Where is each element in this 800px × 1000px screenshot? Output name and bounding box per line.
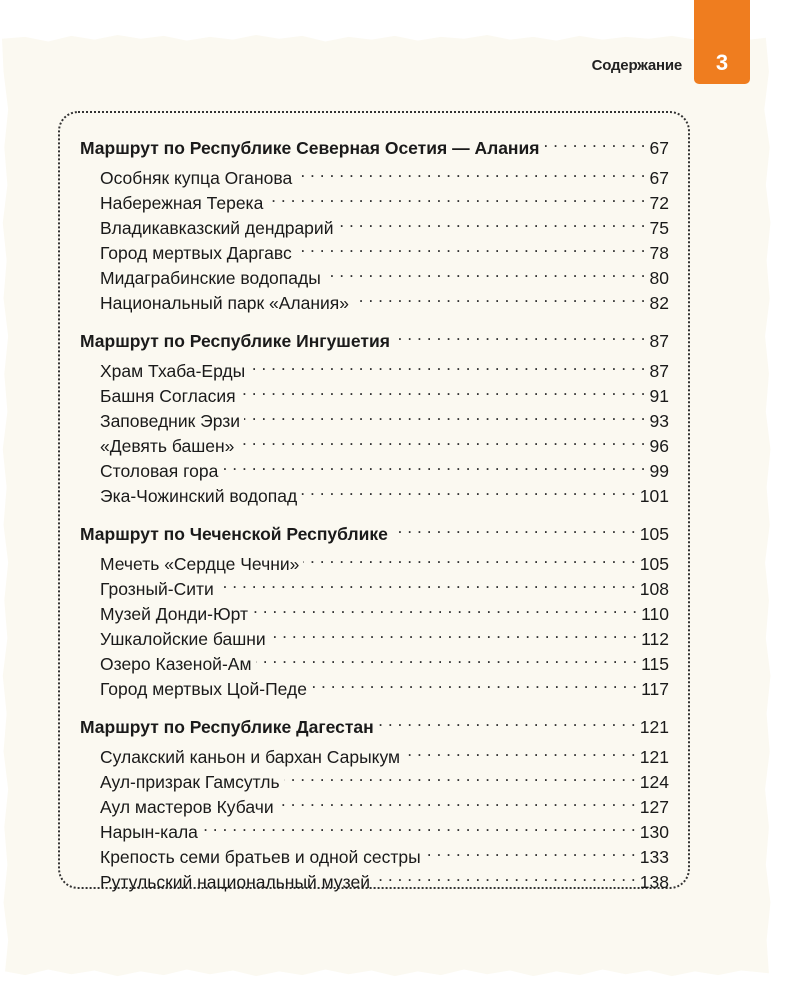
toc-section-heading[interactable] bbox=[80, 515, 669, 544]
toc-entry[interactable] bbox=[80, 184, 669, 213]
page-number: 3 bbox=[715, 50, 729, 75]
toc-entry-page: 82 bbox=[649, 293, 669, 313]
toc-entry[interactable] bbox=[80, 545, 669, 574]
toc-section-items bbox=[80, 159, 669, 313]
toc-entry[interactable] bbox=[80, 620, 669, 649]
toc-entry-page: 117 bbox=[641, 679, 669, 699]
toc-section-items bbox=[80, 545, 669, 699]
toc-entry-title: Город мертвых Цой-Педе bbox=[100, 679, 307, 699]
dot-leader bbox=[374, 863, 636, 888]
toc-entry-page: 121 bbox=[639, 747, 669, 767]
toc-entry-title: Ушкалойские башни bbox=[100, 629, 266, 649]
toc-entry-title: Рутульский национальный музей bbox=[100, 872, 370, 892]
toc-entry-page: 93 bbox=[649, 411, 669, 431]
toc-entry[interactable] bbox=[80, 452, 669, 481]
toc-entry[interactable] bbox=[80, 259, 669, 288]
toc-section bbox=[80, 129, 669, 313]
toc-entry-page: 72 bbox=[649, 193, 669, 213]
dot-leader bbox=[404, 738, 636, 763]
toc-entry[interactable] bbox=[80, 234, 669, 263]
toc-entry-page: 80 bbox=[649, 268, 669, 288]
toc-entry-title: Эка-Чожинский водопад bbox=[100, 486, 298, 506]
toc-entry[interactable] bbox=[80, 209, 669, 238]
toc-section-title: Маршрут по Чеченской Республике bbox=[80, 524, 388, 544]
toc-entry[interactable] bbox=[80, 477, 669, 506]
dot-leader bbox=[296, 234, 646, 259]
toc-entry-title: Столовая гора bbox=[100, 461, 219, 481]
toc-entry[interactable] bbox=[80, 284, 669, 313]
dot-leader bbox=[238, 427, 645, 452]
toc-entry-title: Мидаграбинские водопады bbox=[100, 268, 321, 288]
toc-entry-page: 101 bbox=[639, 486, 669, 506]
toc-entry[interactable] bbox=[80, 352, 669, 381]
table-of-contents bbox=[80, 129, 669, 901]
toc-entry-page: 127 bbox=[639, 797, 669, 817]
toc-entry[interactable] bbox=[80, 863, 669, 892]
toc-entry-title: Аул мастеров Кубачи bbox=[100, 797, 274, 817]
dot-leader bbox=[296, 159, 645, 184]
toc-entry-page: 124 bbox=[639, 772, 669, 792]
running-header-title: Содержание bbox=[591, 57, 682, 74]
toc-entry[interactable] bbox=[80, 570, 669, 599]
toc-entry-page: 105 bbox=[639, 554, 669, 574]
dot-leader bbox=[249, 352, 645, 377]
toc-entry-page: 108 bbox=[639, 579, 669, 599]
dot-leader bbox=[392, 515, 636, 540]
toc-entry[interactable] bbox=[80, 402, 669, 431]
toc-entry[interactable] bbox=[80, 838, 669, 867]
toc-entry-title: Сулакский каньон и бархан Сарыкум bbox=[100, 747, 401, 767]
toc-entry[interactable] bbox=[80, 595, 669, 624]
dot-leader bbox=[325, 259, 646, 284]
dot-leader bbox=[244, 402, 645, 427]
toc-entry-page: 112 bbox=[641, 629, 669, 649]
toc-entry-page: 75 bbox=[649, 218, 669, 238]
dot-leader bbox=[394, 322, 646, 347]
dot-leader bbox=[267, 184, 645, 209]
toc-section bbox=[80, 708, 669, 892]
toc-entry-title: Храм Тхаба-Ерды bbox=[100, 361, 246, 381]
toc-section bbox=[80, 322, 669, 506]
toc-entry-title: Крепость семи братьев и одной сестры bbox=[100, 847, 421, 867]
toc-entry[interactable] bbox=[80, 763, 669, 792]
toc-entry-page: 67 bbox=[649, 168, 669, 188]
toc-entry-title: Грозный-Сити bbox=[100, 579, 214, 599]
toc-section-page: 105 bbox=[639, 524, 669, 544]
toc-entry-page: 115 bbox=[641, 654, 669, 674]
dot-leader bbox=[218, 570, 636, 595]
toc-section-heading[interactable] bbox=[80, 129, 669, 158]
toc-entry-title: «Девять башен» bbox=[100, 436, 235, 456]
dot-leader bbox=[256, 645, 638, 670]
toc-entry[interactable] bbox=[80, 159, 669, 188]
toc-entry-page: 87 bbox=[649, 361, 669, 381]
dot-leader bbox=[284, 763, 636, 788]
toc-entry[interactable] bbox=[80, 427, 669, 456]
toc-section-page: 121 bbox=[639, 717, 669, 737]
toc-entry-title: Город мертвых Даргавс bbox=[100, 243, 292, 263]
toc-entry-title: Набережная Терека bbox=[100, 193, 264, 213]
toc-section-page: 67 bbox=[649, 138, 669, 158]
toc-entry-page: 110 bbox=[641, 604, 669, 624]
toc-section-title: Маршрут по Республике Северная Осетия — Алания bbox=[80, 138, 540, 158]
dot-leader bbox=[301, 477, 636, 502]
toc-section-title: Маршрут по Республике Ингушетия bbox=[80, 331, 390, 351]
toc-entry-title: Музей Донди-Юрт bbox=[100, 604, 249, 624]
dot-leader bbox=[543, 129, 645, 154]
toc-entry[interactable] bbox=[80, 788, 669, 817]
toc-entry-page: 96 bbox=[649, 436, 669, 456]
dot-leader bbox=[311, 670, 637, 695]
toc-entry-page: 138 bbox=[639, 872, 669, 892]
page-number-tab bbox=[694, 0, 750, 84]
toc-entry-title: Аул-призрак Гамсутль bbox=[100, 772, 280, 792]
dot-leader bbox=[270, 620, 637, 645]
toc-entry-page: 78 bbox=[649, 243, 669, 263]
toc-entry-page: 133 bbox=[639, 847, 669, 867]
dot-leader bbox=[202, 813, 636, 838]
dot-leader bbox=[222, 452, 645, 477]
toc-entry-title: Башня Согласия bbox=[100, 386, 236, 406]
dot-leader bbox=[378, 708, 636, 733]
toc-entry-page: 130 bbox=[639, 822, 669, 842]
toc-entry-title: Владикавказский дендрарий bbox=[100, 218, 334, 238]
toc-entry-title: Особняк купца Оганова bbox=[100, 168, 293, 188]
toc-section-page: 87 bbox=[649, 331, 669, 351]
toc-entry-title: Мечеть «Сердце Чечни» bbox=[100, 554, 300, 574]
dot-leader bbox=[240, 377, 646, 402]
dot-leader bbox=[425, 838, 636, 863]
toc-entry[interactable] bbox=[80, 645, 669, 674]
toc-entry-title: Озеро Казеной-Ам bbox=[100, 654, 252, 674]
toc-entry-title: Заповедник Эрзи bbox=[100, 411, 241, 431]
toc-entry[interactable] bbox=[80, 377, 669, 406]
toc-section-items bbox=[80, 352, 669, 506]
dot-leader bbox=[353, 284, 646, 309]
toc-section-items bbox=[80, 738, 669, 892]
toc-entry[interactable] bbox=[80, 738, 669, 767]
toc-section-title: Маршрут по Республике Дагестан bbox=[80, 717, 374, 737]
toc-section-heading[interactable] bbox=[80, 322, 669, 351]
dot-leader bbox=[252, 595, 637, 620]
dot-leader bbox=[337, 209, 645, 234]
toc-entry-title: Национальный парк «Алания» bbox=[100, 293, 349, 313]
dot-leader bbox=[303, 545, 635, 570]
toc-entry[interactable] bbox=[80, 813, 669, 842]
toc-entry-title: Нарын-кала bbox=[100, 822, 198, 842]
dot-leader bbox=[278, 788, 636, 813]
toc-entry[interactable] bbox=[80, 670, 669, 699]
toc-section bbox=[80, 515, 669, 699]
toc-section-heading[interactable] bbox=[80, 708, 669, 737]
toc-entry-page: 99 bbox=[649, 461, 669, 481]
toc-entry-page: 91 bbox=[649, 386, 669, 406]
